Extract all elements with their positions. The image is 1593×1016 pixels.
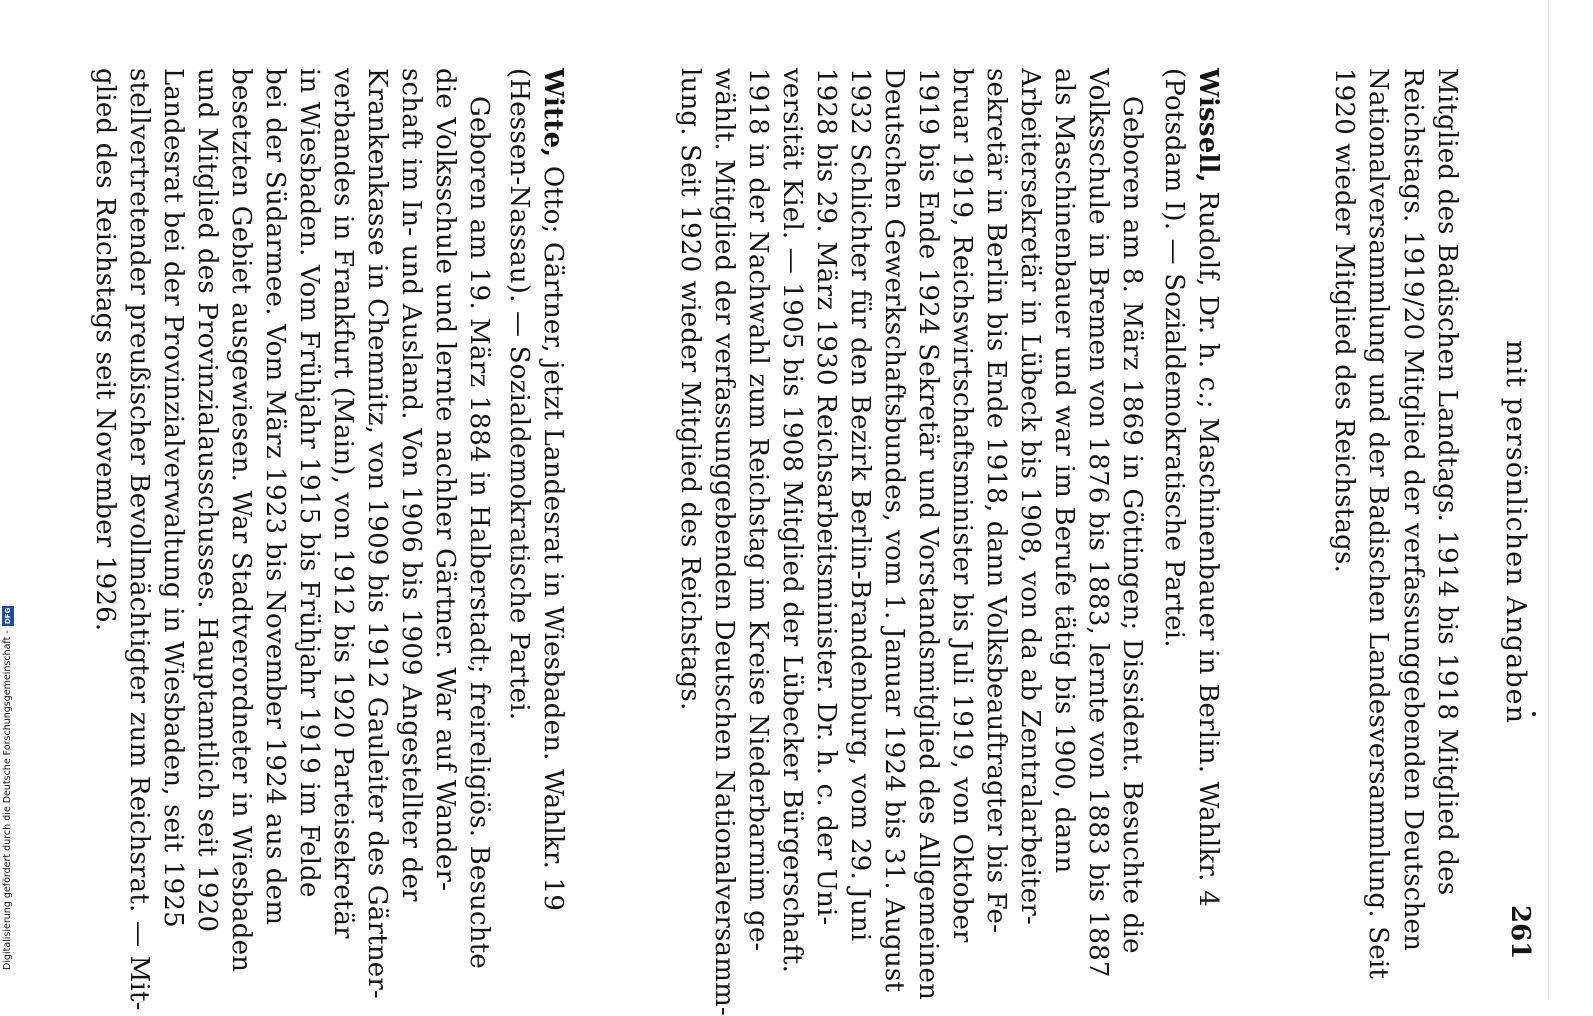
page-number: 261 <box>1505 905 1535 960</box>
text-line: (Potsdam I). — Sozialdemokratische Partei. <box>1159 68 1189 648</box>
text-line: Krankenkasse in Chemnitz, von 1909 bis 1912 Gauleiter des Gärtner- <box>362 68 392 999</box>
text-line: stellvertretender preußischer Bevollmächtigter zum Reichsrat. — Mit- <box>124 68 154 1011</box>
text-line: Volksschule in Bremen von 1876 bis 1883, lernte von 1883 bis 1887 <box>1083 68 1113 978</box>
text-line: bruar 1919, Reichswirtschaftsminister bis Juli 1919, von Oktober <box>947 68 977 943</box>
text-line: besetzten Gebiet ausgewiesen. War Stadtverordneter in Wiesbaden <box>226 68 256 973</box>
text-line: Arbeitersekretär in Lübeck bis 1908, von da ab Zentralarbeiter- <box>1015 68 1045 925</box>
text-line: glied des Reichstags seit November 1926. <box>90 68 120 632</box>
text-line: lung. Seit 1920 wieder Mitglied des Reichstags. <box>675 68 705 711</box>
text-line: Geboren am 8. März 1869 in Göttingen; Dissident. Besuchte die <box>1117 96 1147 954</box>
text-line: in Wiesbaden. Vom Frühjahr 1915 bis Frühjahr 1919 im Felde <box>294 68 324 898</box>
text-line: wählt. Mitglied der verfassunggebenden Deutschen Nationalversamm- <box>709 68 739 1016</box>
text-line: (Hessen-Nassau). — Sozialdemokratische Partei. <box>504 68 534 721</box>
entry-name: Witte, <box>538 68 568 158</box>
entry-heading-wissell: Wissell, Rudolf, Dr. h. c.; Maschinenbauer in Berlin. Wahlkr. 4 <box>1193 68 1223 907</box>
text-line: 1919 bis Ende 1924 Sekretär und Vorstandsmitglied des Allgemeinen <box>913 68 943 1001</box>
text-line: Deutschen Gewerkschaftsbundes, vom 1. Januar 1924 bis 31. August <box>879 68 909 993</box>
text-line: 1918 in der Nachwahl zum Reichstag im Kreise Niederbarnim ge- <box>743 68 773 952</box>
text-line: schaft im In- und Ausland. Von 1906 bis 1909 Angestellter der <box>396 68 426 902</box>
dfg-logo-icon: DFG <box>4 608 12 625</box>
entry-heading-witte: Witte, Otto; Gärtner, jetzt Landesrat in Wiesbaden. Wahlkr. 19 <box>538 68 568 912</box>
text-line: Landesrat bei der Provinzialverwaltung in Wiesbaden, seit 1925 <box>158 68 188 928</box>
text-line: und Mitglied des Provinzialausschusses. Hauptamtlich seit 1920 <box>192 68 222 933</box>
credit-text: Digitalisierung gefördert durch die Deutsche Forschungsgemeinschaft - <box>2 630 13 970</box>
text-line: Mitglied des Badischen Landtags. 1914 bis 1918 Mitglied des <box>1432 68 1462 896</box>
text-line: 1928 bis 29. März 1930 Reichsarbeitsminister. Dr. h. c. der Uni- <box>811 68 841 926</box>
text-line: 1932 Schlichter für den Bezirk Berlin-Brandenburg, vom 29. Juni <box>845 68 875 942</box>
running-head: mit persönlichen Angaben <box>1500 340 1531 724</box>
text-line: die Volksschule und lernte nachher Gärtner. War auf Wander- <box>430 68 460 892</box>
digitization-credit <box>2 600 14 970</box>
entry-name: Wissell, <box>1193 68 1223 183</box>
text-line: Geboren am 19. März 1884 in Halberstadt; freireligiös. Besuchte <box>464 96 494 969</box>
text-line: Nationalversammlung und der Badischen Landesversammlung. Seit <box>1363 68 1393 980</box>
text-line: sekretär in Berlin bis Ende 1918, dann Volksbeauftragter bis Fe- <box>981 68 1011 934</box>
text-line: als Maschinenbauer und war im Berufe tätig bis 1900, dann <box>1049 68 1079 874</box>
text-line: Reichstags. 1919/20 Mitglied der verfassunggebenden Deutschen <box>1398 68 1428 952</box>
text-line: verbandes in Frankfurt (Main), von 1912 bis 1920 Parteisekretär <box>328 68 358 939</box>
text-line: versität Kiel. — 1905 bis 1908 Mitglied der Lübecker Bürgerschaft. <box>777 68 807 974</box>
text-line: 1920 wieder Mitglied des Reichstags. <box>1329 68 1359 574</box>
speck <box>1532 712 1536 716</box>
page-edge-shadow <box>1548 0 1549 1000</box>
text-line: bei der Südarmee. Vom März 1923 bis November 1924 aus dem <box>260 68 290 926</box>
